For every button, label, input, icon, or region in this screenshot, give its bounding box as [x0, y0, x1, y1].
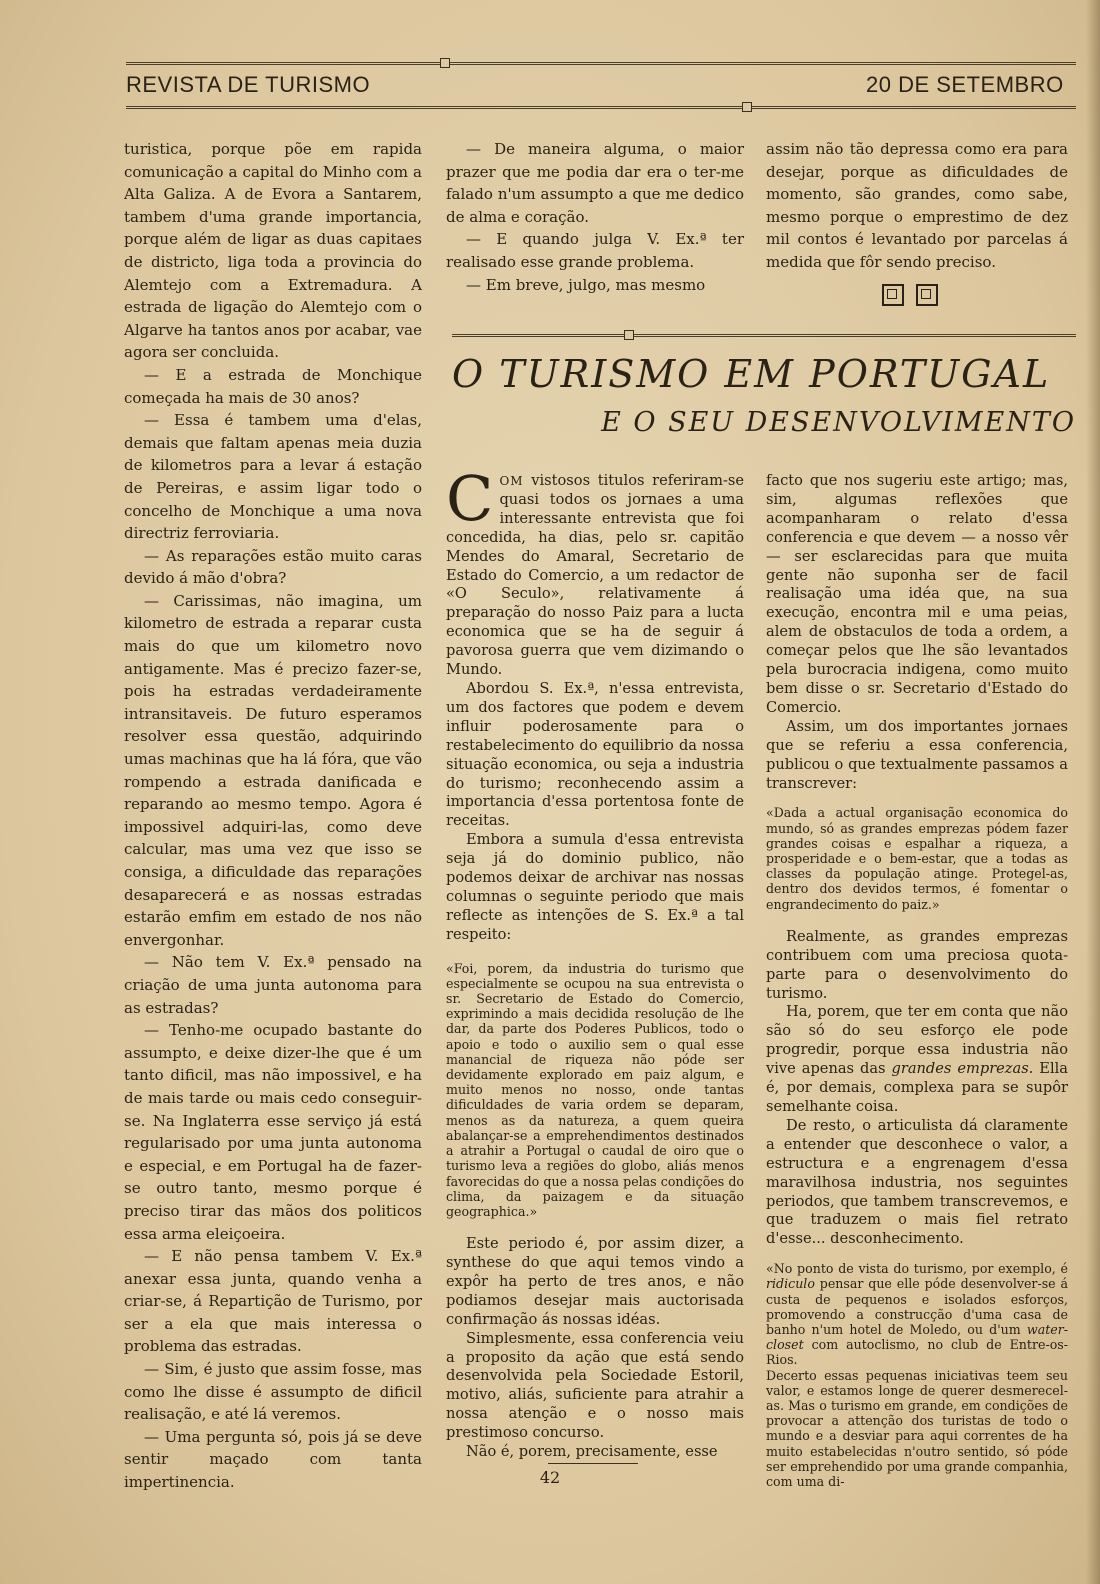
page-edge-shadow: [1086, 0, 1100, 1584]
paragraph: facto que nos sugeriu este artigo; mas, sim, algumas reflexões que acompanharam o relato d'essa conferencia e que devem — a nosso vêr — ser esclarecidas para que muita gente não suponha ser de facil realisação uma idéa que, na sua execução, encontra mil e uma peias, alem de obstaculos de toda a ordem, a começar pelos que lhe são levantados pela burocracia indigena, como muito bem disse o sr. Secretario d'Estado do Comercio.: [766, 472, 1068, 716]
paragraph: Abordou S. Ex.ª, n'essa entrevista, um dos factores que podem e devem influir poderosamente para o restabelecimento do equilibrio da nossa situação economica, ou seja a industria do turismo; reconhecendo assim a importancia d'essa portentosa fonte de receitas.: [446, 679, 744, 830]
drop-cap: C: [446, 462, 494, 535]
paragraph: — E quando julga V. Ex.ª ter realisado esse grande problema.: [446, 230, 744, 271]
separator-ornament: [624, 330, 634, 340]
article-separator-rule: [452, 334, 1076, 337]
paragraph: — Essa é tambem uma d'elas, demais que faltam apenas meia duzia de kilometros para a levar á estação de Pereiras, e assim ligar todo o concelho de Monchique a uma nova directriz ferroviaria.: [124, 411, 422, 543]
paragraph: De resto, o articulista dá claramente a entender que desconhece o valor, a estructura e a engrenagem d'essa maravilhosa industria, nos seguintes periodos, que tambem transcrevemos, e que traduzem o mais fiel retrato d'esse... desconhecimento.: [766, 1116, 1068, 1248]
lead-text: vistosos titulos referiram-se quasi todos os jornaes a uma interessante entrevista que foi concedida, ha dias, pelo sr. capitão Mendes do Amaral, Secretario de Estado do Comercio, a um redactor de «O Seculo», relativamente á preparação do nosso Paiz para a lucta economica que se ha de seguir á pavorosa guerra que vem dizimando o Mundo.: [446, 472, 745, 679]
article-column-3: [766, 472, 1068, 1489]
text-run: «No ponto de vista do turismo, por exemplo, é: [766, 1261, 1068, 1277]
text-run: Ella é, por demais, complexa para se supôr semelhante coisa.: [766, 1060, 1068, 1115]
header-top-rule: [126, 62, 1076, 65]
paragraph: — Carissimas, não imagina, um kilometro de estrada a reparar custa mais do que um kilometro novo antigamente. Mas é precizo fazer-se, pois ha estradas verdadeiramente intransitaveis. De futuro esperamos resolver essa questão, adquirindo umas machinas que ha lá fóra, que vão rompendo a estrada danificada e reparando ao mesmo tempo. Agora é impossivel adquiri-las, como deve calcular, mas uma vez que isso se consiga, a dificuldade das reparações desaparecerá e as nossas estradas estarão emfim em estado de nos não envergonhar.: [124, 591, 422, 949]
header-ornament: [742, 102, 752, 112]
paragraph: Este periodo é, por assim dizer, a synthese do que aqui temos vindo a expôr ha perto de tres anos, e não podiamos desejar mais auctorisada confirmação ás nossas idéas.: [446, 1235, 744, 1328]
paragraph: [766, 1003, 1068, 1116]
page-number-rule: [548, 1463, 638, 1464]
square-ornament-icon: [916, 284, 938, 306]
text-run: com autoclismo, no club de Entre-os-Rios.: [766, 1337, 1068, 1368]
block-quote: «Dada a actual organisação economica do mundo, só as grandes emprezas pódem fazer grandes coisas e espalhar a riqueza, a prosperidade e o bem-estar, que a todas as classes da população atinge. Protegel-as, dentro dos devidos termos, é fomentar o engrandecimento do paiz.»: [766, 805, 1068, 912]
paragraph: — E não pensa tambem V. Ex.ª anexar essa junta, quando venha a criar-se, á Repartição de Turismo, por ser a ela que mais interessa o problema das estradas.: [124, 1247, 422, 1356]
column-3-top: [766, 138, 1068, 274]
italic-word: ridiculo: [766, 1276, 815, 1292]
square-ornament-icon: [882, 284, 904, 306]
article-title: O TURISMO EM PORTUGAL: [452, 352, 1051, 396]
block-quote-continued: Decerto essas pequenas iniciativas teem seu valor, e estamos longe de querer desmerecel-as. Mas o turismo em grande, em condições de provocar a attenção dos turistas de todo o mundo e a desviar para aqui correntes de ha muito estabelecidas n'outro sentido, só póde ser emprehendido por uma grande companhia, com uma di-: [766, 1367, 1068, 1490]
paragraph: assim não tão depressa como era para desejar, porque as dificuldades de momento, são grandes, como sabe, mesmo porque o emprestimo de dez mil contos é levantado por parcelas á medida que fôr sendo preciso.: [766, 140, 1068, 271]
paragraph: — Uma pergunta só, pois já se deve sentir maçado com tanta impertinencia.: [124, 1427, 422, 1492]
header-ornament: [440, 58, 450, 68]
text-run: pensar que elle póde desenvolver-se á custa de pequenos e isolados esforços, promovendo a construcção d'uma casa de banho n'um hotel de Moledo, ou d'um: [766, 1276, 1068, 1338]
column-1: [124, 138, 422, 1494]
paragraph: Não é, porem, precisamente, esse: [466, 1443, 718, 1461]
page-number: 42: [539, 1468, 561, 1487]
paragraph: Simplesmente, essa conferencia veiu a proposito da ação que está sendo desenvolvida pela Sociedade Estoril, motivo, aliás, suficiente para atrahir a nossa atenção e o nosso mais prestimoso concurso.: [446, 1329, 744, 1442]
paragraph: — As reparações estão muito caras devido á mão d'obra?: [124, 546, 422, 588]
article-subtitle: E O SEU DESENVOLVIMENTO: [601, 407, 1076, 438]
paragraph: Embora a sumula d'essa entrevista seja já do dominio publico, não podemos deixar de archivar nas nossas columnas o seguinte periodo que mais reflecte as intenções de S. Ex.ª a tal respeito:: [446, 831, 744, 943]
paragraph: — E a estrada de Monchique começada ha mais de 30 anos?: [124, 365, 422, 407]
block-quote: «Foi, porem, da industria do turismo que especialmente se ocupou na sua entrevista o sr. Secretario de Estado do Comercio, exprimindo a mais decidida resolução de lhe dar, da parte dos Poderes Publicos, todo o apoio e todo o auxilio sem o qual esse manancial de riqueza não póde ser devidamente explorado em paiz algum, e muito menos no nosso, onde tantas dificuldades de varia ordem se deparam, menos as da natureza, a quem queira abalançar-se a emprehendimentos destinados a atrahir a Portugal o caudal de oiro que o turismo leva a regiões do globo, aliás menos favorecidas do que a nossa pelas condições do clima, da paizagem e da situação geographica.»: [446, 960, 744, 1219]
paragraph: Assim, um dos importantes jornaes que se referiu a essa conferencia, publicou o que textualmente passamos a transcrever:: [766, 717, 1068, 792]
running-date: 20 DE SETEMBRO: [866, 72, 1064, 97]
running-title: REVISTA DE TURISMO: [126, 72, 371, 97]
lead-paragraph: [446, 462, 745, 680]
lead-smallcaps: OM: [499, 474, 524, 488]
paragraph: — Não tem V. Ex.ª pensado na criação de uma junta autonoma para as estradas?: [124, 953, 422, 1017]
paragraph: — Em breve, julgo, mas mesmo: [466, 275, 706, 294]
paragraph: — Tenho-me ocupado bastante do assumpto, e deixe dizer-lhe que é um tanto dificil, mas não impossivel, e ha de mais tarde ou mais cedo conseguir-se. Na Inglaterra esse serviço já está regularisado por uma junta autonoma e especial, e em Portugal ha de fazer-se outro tanto, mesmo porque é preciso tirar das mãos dos politicos essa arma eleiçoeira.: [124, 1021, 422, 1243]
column-2-top: [446, 138, 744, 296]
paragraph: turistica, porque põe em rapida comunicação a capital do Minho com a Alta Galiza. A de Evora a Santarem, tambem d'uma grande importancia, porque além de ligar as duas capitaes de districto, liga toda a provincia do Alemtejo com a Extremadura. A estrada de ligação do Alemtejo com o Algarve ha tantos anos por acabar, vae agora ser concluida.: [124, 140, 422, 362]
italic-word: water-closet: [766, 1322, 1068, 1353]
section-ornaments: [882, 284, 938, 306]
block-quote: [766, 1261, 1068, 1367]
paragraph: — Sim, é justo que assim fosse, mas como lhe disse é assumpto de dificil realisação, e até lá veremos.: [124, 1360, 422, 1424]
paragraph: Realmente, as grandes emprezas contribuem com uma preciosa quota-parte para o desenvolvimento do turismo.: [766, 927, 1068, 1002]
paragraph: — De maneira alguma, o maior prazer que me podia dar era o ter-me falado n'um assumpto a que me dedico de alma e coração.: [446, 140, 744, 226]
header-bottom-rule: [126, 106, 1076, 109]
article-column-2: [446, 462, 745, 1462]
text-run: Ha, porem, que ter em conta que não são só do seu esforço ele pode progredir, porque essa industria não vive apenas das: [766, 1003, 1068, 1078]
italic-phrase: grandes emprezas.: [891, 1060, 1034, 1078]
